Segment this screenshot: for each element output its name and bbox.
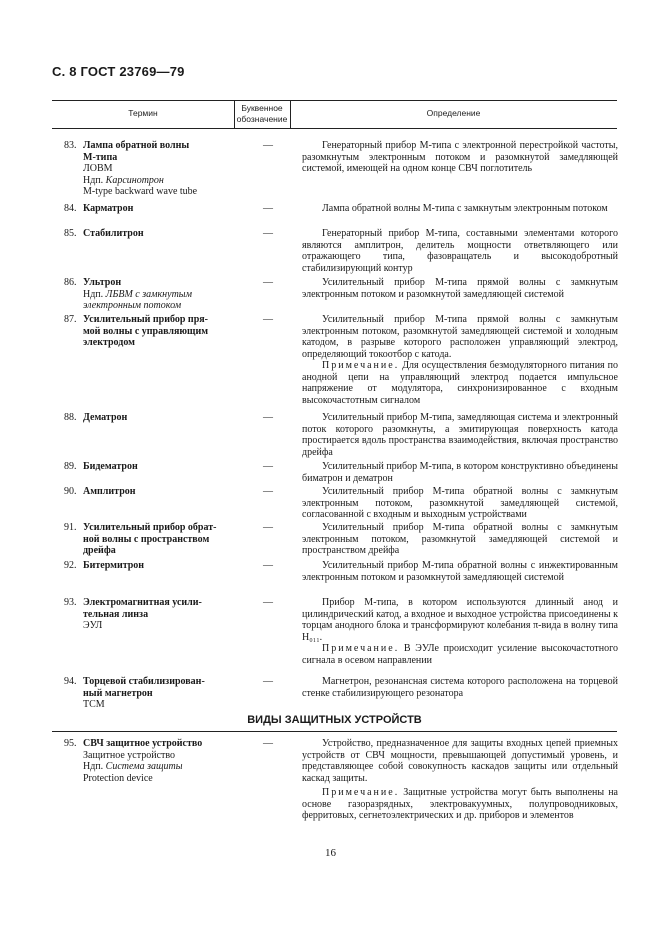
term-title-line: Битермитрон (83, 560, 145, 571)
term-cell (83, 676, 243, 711)
definition-cell (302, 228, 618, 274)
term-cell (83, 314, 243, 349)
definition-note (302, 360, 618, 406)
definition-text: Усилительный прибор М-типа обратной волны с замкнутым электронным потоком, разомкнутой замедляющей системой, согласованной с входным и выходным устройствами (302, 486, 618, 520)
term-deprecated (83, 175, 243, 187)
column-header-definition: Определение (426, 108, 481, 118)
deprecated-prefix: Ндп. (83, 174, 104, 186)
note-label: Примечание. (322, 787, 400, 798)
term-cell (83, 203, 243, 215)
definition-cell (302, 560, 618, 583)
definition-text: Магнетрон, резонансная система которого расположена на торцевой стенке стабилизирующего резонатора (302, 676, 618, 699)
term-abbreviation: ТСМ (83, 699, 105, 710)
note-label: Примечание. (322, 360, 400, 371)
definition-text: Генераторный прибор М-типа, составными элементами которого являются амплитрон, делитель мощности ответвляющего или отражающего типа, фазовращатель и высокодобротный стабилизирующий контур (302, 228, 618, 274)
entry-number: 86. (64, 277, 77, 288)
term-english: Protection device (83, 772, 153, 784)
definition-cell (302, 738, 618, 822)
definition-cell (302, 203, 618, 215)
page-number: 16 (325, 847, 336, 859)
definition-cell (302, 412, 618, 458)
note-text: Защитные устройства могут быть выполнены на основе газоразрядных, электровакуумных, полупроводниковых, ферритовых, сегнетоэлектрических и др. приборов и элементов (302, 787, 618, 821)
section-rule (52, 731, 617, 732)
deprecated-prefix: Ндп. (83, 761, 104, 772)
term-title-line: Лампа обратной волны (83, 140, 190, 151)
abbr-dash: — (263, 522, 273, 533)
definition-cell (302, 486, 618, 521)
term-title-line: Бидематрон (83, 461, 138, 472)
definition-cell (302, 140, 618, 175)
term-title-line: ной волны с пространством (83, 533, 210, 545)
abbr-dash: — (263, 314, 273, 325)
note-text: Для осуществления безмодуляторного питания по анодной цепи на управляющий электрод подается импульсное напряжение от модулятора, синхронизированное с входным высокочастотным сигналом (302, 360, 618, 406)
term-title-line: дрейфа (83, 545, 116, 556)
deprecated-term-continued: электронным потоком (83, 300, 182, 311)
deprecated-term: ЛБВМ с замкнутым (105, 288, 192, 300)
entry-number: 91. (64, 522, 77, 533)
term-title-line: Амплитрон (83, 486, 136, 497)
entry-number: 92. (64, 560, 77, 571)
abbr-dash: — (263, 676, 273, 687)
term-cell (83, 560, 243, 572)
abbr-dash: — (263, 486, 273, 497)
term-cell (83, 486, 243, 498)
term-title-line: тельная линза (83, 608, 149, 620)
term-title-line: Ультрон (83, 277, 122, 288)
term-english: M-type backward wave tube (83, 186, 198, 197)
definition-text: Устройство, предназначенное для защиты входных цепей приемных устройств от СВЧ мощности, превышающей допустимый уровень, и представляющее собой совокупность каскадов защиты или отдельный каскад защиты. (302, 738, 618, 784)
abbr-dash: — (263, 461, 273, 472)
column-header-abbr (234, 103, 290, 125)
term-title-line: Стабилитрон (83, 228, 144, 239)
definition-cell (302, 676, 618, 699)
term-title-line: Дематрон (83, 412, 128, 423)
term-title-line: Торцевой стабилизирован- (83, 676, 205, 687)
term-title-line: ный магнетрон (83, 687, 153, 699)
abbr-dash: — (263, 412, 273, 423)
deprecated-term: Карсинотрон (105, 174, 164, 186)
term-cell (83, 228, 243, 240)
definition-text: Усилительный прибор М-типа, замедляющая система и электронный поток которого разомкнуты, а эмитирующая поверхность катода простирается вдоль пространства взаимодействия, включая пространство дрейфа (302, 412, 618, 458)
definition-note (302, 787, 618, 822)
term-cell (83, 738, 243, 784)
term-title-line: Карматрон (83, 203, 134, 214)
entry-number: 95. (64, 738, 77, 749)
column-header-abbr-line2: обозначение (236, 114, 288, 124)
definition-text: Усилительный прибор М-типа прямой волны с замкнутым электронным потоком, разомкнутой замедляющей системой и холодным катодом, в разрыве которого расположен управляющий электрод, определяющий токоотбор с катода. (302, 314, 618, 360)
definition-cell (302, 277, 618, 300)
term-deprecated (83, 289, 243, 301)
term-cell (83, 277, 243, 312)
definition-note (302, 643, 618, 666)
entry-number: 89. (64, 461, 77, 472)
term-cell (83, 522, 243, 557)
note-label: Примечание. (322, 643, 400, 654)
section-title: ВИДЫ ЗАЩИТНЫХ УСТРОЙСТВ (247, 714, 422, 726)
definition-text: Усилительный прибор М-типа прямой волны с замкнутым электронным потоком и разомкнутой замедляющей системой (302, 277, 618, 300)
entry-number: 85. (64, 228, 77, 239)
term-cell (83, 412, 243, 424)
definition-text: Прибор М-типа, в котором используются длинный анод и цилиндрический катод, а входное и выходное устройства присоединены к торцам анодного блока и трансформируют колебания π-вида в волну типа H₀₁₁. (302, 597, 618, 643)
term-title-line: Усилительный прибор пря- (83, 314, 208, 325)
deprecated-prefix: Ндп. (83, 288, 104, 300)
term-abbreviation: ЭУЛ (83, 620, 103, 631)
definition-cell (302, 522, 618, 557)
term-cell (83, 461, 243, 473)
term-title-line: СВЧ защитное устройство (83, 738, 203, 749)
deprecated-term: Система защиты (105, 761, 183, 772)
term-cell (83, 597, 243, 632)
abbr-dash: — (263, 738, 273, 749)
column-header-term: Термин (128, 108, 158, 118)
entry-number: 88. (64, 412, 77, 423)
definition-cell (302, 597, 618, 666)
term-synonym: Защитное устройство (83, 749, 176, 761)
definition-cell (302, 461, 618, 484)
term-title-line: Усилительный прибор обрат- (83, 522, 217, 533)
definition-text: Генераторный прибор М-типа с электронной перестройкой частоты, разомкнутым электронным потоком и разомкнутой замедляющей системой, имеющей на одном конце СВЧ поглотитель (302, 140, 618, 174)
column-header-abbr-line1: Буквенное (241, 103, 283, 113)
term-cell (83, 140, 243, 198)
entry-number: 94. (64, 676, 77, 687)
table-top-rule (52, 100, 617, 101)
abbr-dash: — (263, 560, 273, 571)
entry-number: 90. (64, 486, 77, 497)
entry-number: 87. (64, 314, 77, 325)
definition-text: Усилительный прибор М-типа обратной волны с замкнутым электронным потоком, разомкнутой замедляющей системой и пространством дрейфа (302, 522, 618, 556)
entry-number: 83. (64, 140, 77, 151)
definition-cell (302, 314, 618, 406)
term-deprecated (83, 761, 243, 773)
entry-number: 93. (64, 597, 77, 608)
abbr-dash: — (263, 228, 273, 239)
page-header: С. 8 ГОСТ 23769—79 (52, 64, 185, 79)
term-title-line: Электромагнитная усили- (83, 597, 202, 608)
definition-text: Усилительный прибор М-типа обратной волны с инжектированным электронным потоком и разомкнутой замедляющей системой (302, 560, 618, 583)
term-title-line: мой волны с управляющим (83, 325, 209, 337)
abbr-dash: — (263, 203, 273, 214)
definition-text: Усилительный прибор М-типа, в котором конструктивно объединены биматрон и дематрон (302, 461, 618, 484)
note-text: В ЭУЛе происходит усиление высокочастотного сигнала в осевом направлении (302, 643, 618, 666)
abbr-dash: — (263, 597, 273, 608)
definition-text: Лампа обратной волны М-типа с замкнутым электронным потоком (322, 203, 608, 214)
entry-number: 84. (64, 203, 77, 214)
table-header-rule (52, 128, 617, 129)
abbr-dash: — (263, 140, 273, 151)
term-title-line: электродом (83, 337, 135, 348)
term-title-line: М-типа (83, 151, 118, 163)
abbr-dash: — (263, 277, 273, 288)
term-abbreviation: ЛОВМ (83, 163, 113, 174)
